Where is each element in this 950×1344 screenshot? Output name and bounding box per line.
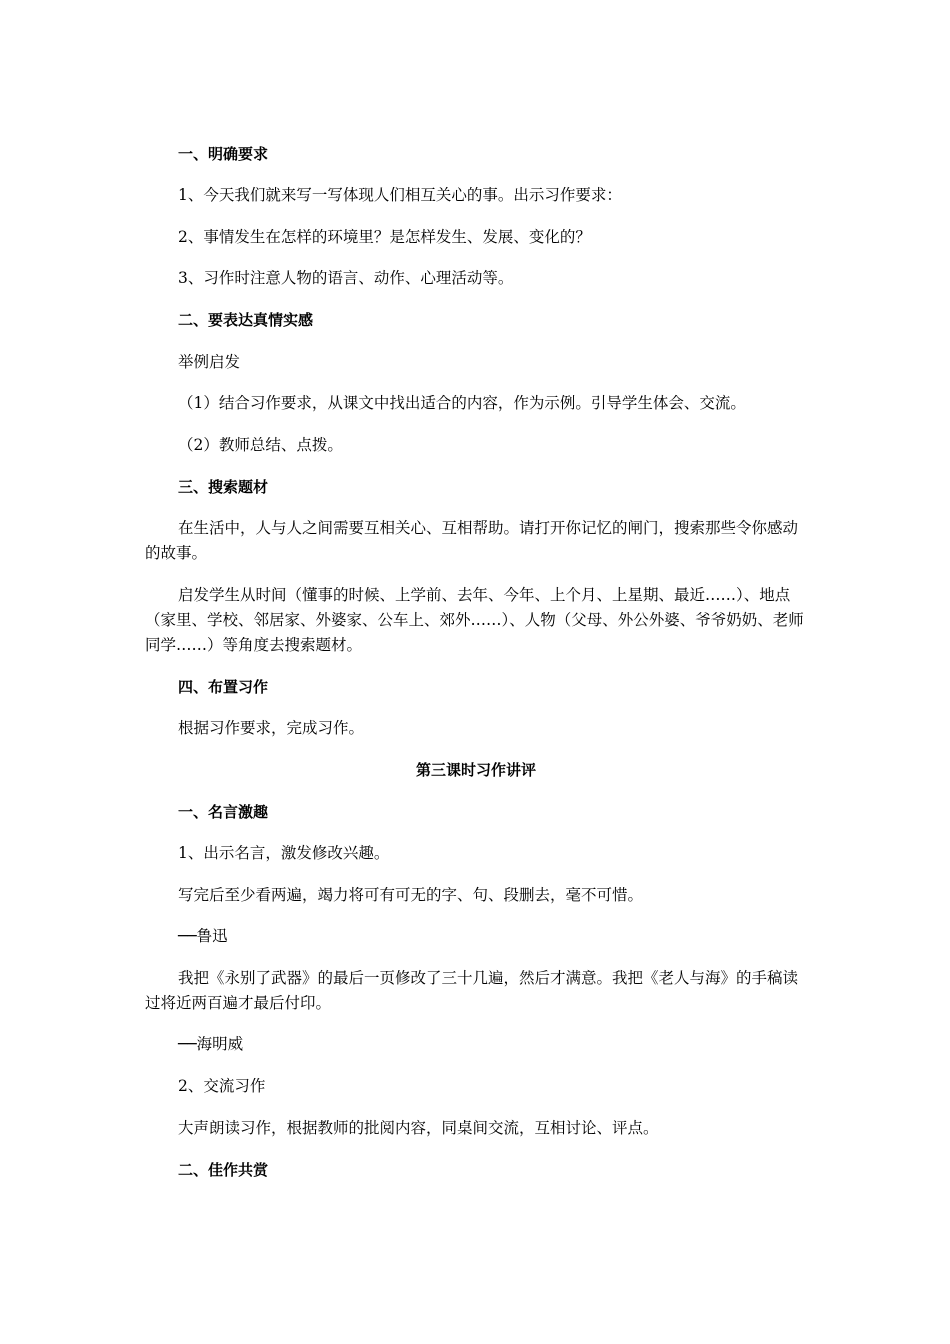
section-heading-quotes: 一、名言激趣: [178, 803, 269, 821]
paragraph: 启发学生从时间（懂事的时候、上学前、去年、今年、上个月、上星期、最近……）、地点（家里、学校、邻居家、外婆家、公车上、郊外……）、人物（父母、外公外婆、爷爷奶奶、老师同学……）等角度去搜索题材。: [145, 586, 804, 654]
quote-author: ──鲁迅: [178, 927, 228, 945]
list-item: 1、今天我们就来写一写体现人们相互关心的事。出示习作要求：: [178, 186, 622, 204]
section-heading-showcase: 二、佳作共赏: [178, 1161, 269, 1179]
list-item: 2、事情发生在怎样的环境里？是怎样发生、发展、变化的？: [178, 228, 591, 246]
list-item: 1、出示名言，激发修改兴趣。: [178, 844, 390, 862]
quote: 写完后至少看两遍，竭力将可有可无的字、句、段删去，毫不可惜。: [178, 886, 644, 904]
list-item: （2）教师总结、点拨。: [178, 436, 343, 454]
list-item: 3、习作时注意人物的语言、动作、心理活动等。: [178, 269, 514, 287]
section-heading-requirements: 一、明确要求: [178, 145, 269, 163]
paragraph: 大声朗读习作，根据教师的批阅内容，同桌间交流，互相讨论、评点。: [178, 1119, 659, 1137]
list-item: （1）结合习作要求，从课文中找出适合的内容，作为示例。引导学生体会、交流。: [178, 394, 746, 412]
paragraph: 在生活中，人与人之间需要互相关心、互相帮助。请打开你记忆的闸门，搜索那些令你感动的故事。: [145, 519, 799, 562]
section-heading-emotion: 二、要表达真情实感: [178, 311, 314, 329]
paragraph: 根据习作要求，完成习作。: [178, 719, 365, 737]
quote: 我把《永别了武器》的最后一页修改了三十几遍，然后才满意。我把《老人与海》的手稿读过将近两百遍才最后付印。: [145, 969, 799, 1012]
lesson-title: 第三课时习作讲评: [415, 761, 536, 779]
list-item: 2、交流习作: [178, 1077, 266, 1095]
paragraph: 举例启发: [178, 353, 241, 371]
section-heading-topics: 三、搜索题材: [178, 478, 269, 496]
section-heading-assignment: 四、布置习作: [178, 678, 269, 696]
quote-author: ──海明威: [178, 1035, 244, 1053]
